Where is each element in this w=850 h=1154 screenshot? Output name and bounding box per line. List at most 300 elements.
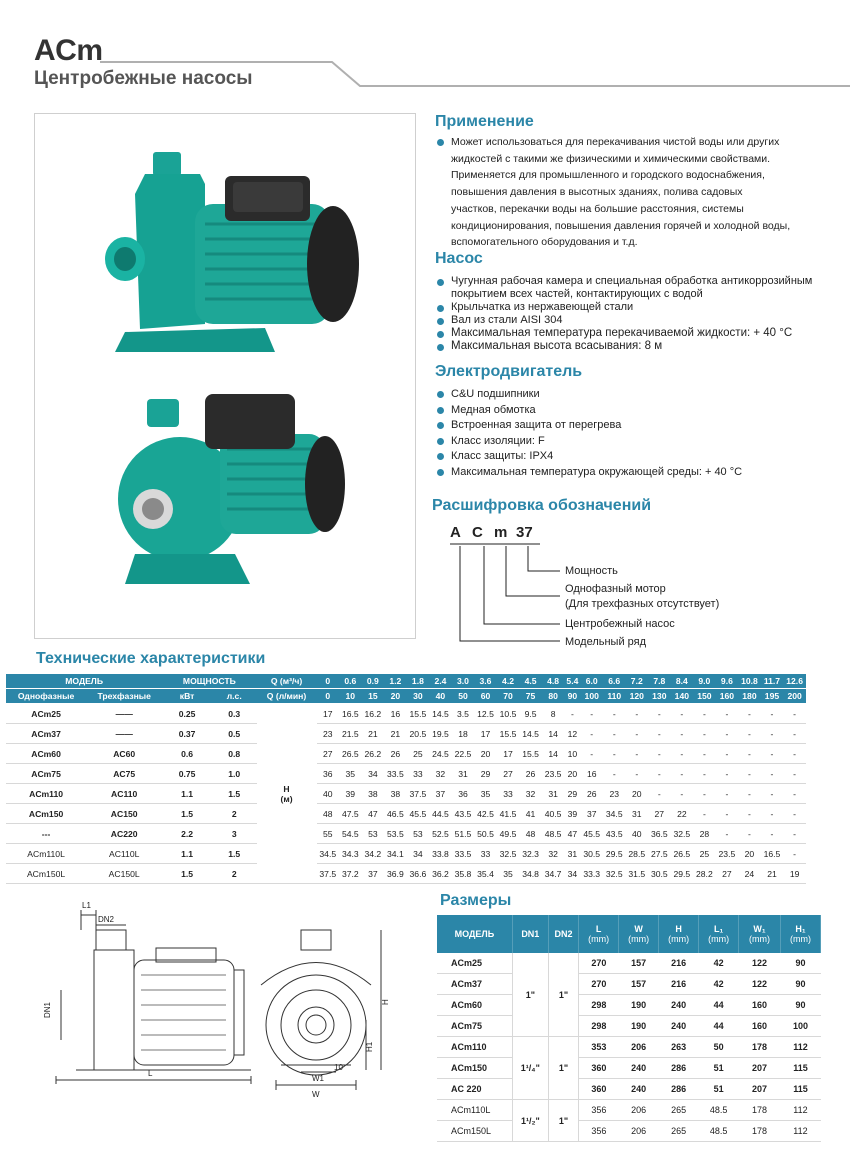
tech-cell-hp: 1.0: [212, 764, 257, 784]
tech-cell-head: 29: [474, 764, 497, 784]
tech-cell-head: 35: [497, 864, 520, 884]
list-item-text: Медная обмотка: [451, 403, 536, 416]
tech-cell-head: 15.5: [497, 724, 520, 744]
tech-cell-single: ACm110L: [6, 844, 86, 864]
tech-cell-head: 54.5: [339, 824, 362, 844]
tech-cell-head: 52.5: [429, 824, 452, 844]
table-row: [6, 804, 806, 824]
dims-cell-value: 190: [619, 1016, 659, 1037]
dims-cell-value: 51: [699, 1079, 739, 1100]
tech-cell-head: 31: [542, 784, 565, 804]
tech-cell-head: 53.5: [384, 824, 407, 844]
tech-cell-head: -: [693, 704, 716, 724]
tech-cell-head: 8: [542, 704, 565, 724]
tech-head-label: [257, 704, 317, 884]
tech-q-lmin: 130: [648, 689, 671, 704]
list-item: [435, 465, 840, 481]
decode-label-single-phase-note: (Для трехфазных отсутствует): [565, 598, 720, 610]
tech-cell-head: 27.5: [648, 844, 671, 864]
drawing-label-dn1: DN1: [43, 1001, 52, 1018]
tech-head-unit: (м): [280, 793, 293, 804]
tech-cell-head: 48.5: [542, 824, 565, 844]
tech-cell-head: 26.5: [671, 844, 694, 864]
drawing-label-l: L: [148, 1069, 153, 1078]
dims-cell-value: 112: [780, 1037, 820, 1058]
tech-cell-three: ——: [86, 724, 162, 744]
tech-cell-hp: 1.5: [212, 784, 257, 804]
tech-q-lmin: 0: [317, 689, 340, 704]
tech-cell-head: 21: [384, 724, 407, 744]
tech-cell-head: 34.3: [339, 844, 362, 864]
tech-cell-head: 35: [339, 764, 362, 784]
dims-cell-value: 298: [579, 995, 619, 1016]
dims-cell-value: 122: [739, 953, 781, 974]
tech-cell-head: 33.5: [384, 764, 407, 784]
tech-q-lmin: 195: [761, 689, 784, 704]
dims-cell-dn2: 1": [548, 1037, 578, 1100]
table-row: [437, 974, 821, 995]
tech-cell-head: 27: [648, 804, 671, 824]
list-item-text: Вал из стали AISI 304: [451, 314, 563, 326]
tech-cell-head: 26.2: [362, 744, 385, 764]
dims-col-title: L: [595, 924, 602, 934]
list-item: [435, 275, 840, 301]
tech-cell-kw: 1.1: [162, 844, 212, 864]
dims-cell-value: 51: [699, 1058, 739, 1079]
tech-col-single: Однофазные: [6, 689, 86, 704]
tech-cell-head: 21: [761, 864, 784, 884]
tech-q-m3h: 5.4: [564, 674, 580, 689]
tech-cell-head: 23.5: [716, 844, 739, 864]
tech-cell-head: 36.9: [384, 864, 407, 884]
tech-cell-head: 30.5: [580, 844, 603, 864]
table-row: [6, 844, 806, 864]
list-item-text: Чугунная рабочая камера и специальная обработка антикоррозийным: [451, 275, 813, 287]
decode-label-series: Модельный ряд: [565, 636, 647, 648]
tech-cell-head: 50.5: [474, 824, 497, 844]
tech-cell-head: 14: [542, 724, 565, 744]
tech-q-m3h: 6.0: [580, 674, 603, 689]
decode-label-single-phase: Однофазный мотор: [565, 583, 666, 595]
tech-q-m3h: 1.2: [384, 674, 407, 689]
dims-cell-value: 90: [780, 953, 820, 974]
tech-cell-head: 35.8: [452, 864, 475, 884]
tech-cell-head: 23.5: [542, 764, 565, 784]
tech-cell-head: -: [783, 784, 806, 804]
tech-cell-head: -: [716, 824, 739, 844]
dims-cell-value: 240: [619, 1079, 659, 1100]
tech-cell-head: -: [648, 764, 671, 784]
tech-header-row: [6, 674, 806, 689]
tech-q-lmin: 10: [339, 689, 362, 704]
tech-cell-head: 39: [564, 804, 580, 824]
tech-cell-head: 32.5: [603, 864, 626, 884]
dims-cell-model: ACm25: [437, 953, 512, 974]
tech-cell-head: -: [738, 784, 761, 804]
tech-q-m3h: 0.6: [339, 674, 362, 689]
tech-cell-head: 33.8: [429, 844, 452, 864]
tech-q-lmin: 20: [384, 689, 407, 704]
dims-col-unit: (mm): [628, 934, 650, 944]
tech-cell-kw: 2.2: [162, 824, 212, 844]
dims-cell-value: 157: [619, 974, 659, 995]
tech-col-model: МОДЕЛЬ: [6, 674, 162, 689]
tech-cell-single: ACm150L: [6, 864, 86, 884]
tech-q-lmin: 150: [693, 689, 716, 704]
tech-cell-head: -: [580, 744, 603, 764]
tech-cell-head: -: [716, 764, 739, 784]
table-row: [6, 864, 806, 884]
tech-cell-head: 55: [317, 824, 340, 844]
list-item: [435, 434, 840, 450]
list-item: [435, 418, 840, 434]
tech-cell-single: ---: [6, 824, 86, 844]
dims-cell-value: 190: [619, 995, 659, 1016]
tech-col-three: Трехфазные: [86, 689, 162, 704]
tech-cell-head: 38: [362, 784, 385, 804]
motor-heading: Электродвигатель: [435, 363, 583, 380]
tech-cell-head: 37.2: [339, 864, 362, 884]
tech-cell-head: 12.5: [474, 704, 497, 724]
dims-cell-value: 206: [619, 1121, 659, 1142]
dims-cell-value: 178: [739, 1100, 781, 1121]
tech-cell-head: -: [564, 704, 580, 724]
tech-cell-head: 35: [474, 784, 497, 804]
tech-cell-head: 46.5: [384, 804, 407, 824]
tech-q-lmin: 50: [452, 689, 475, 704]
tech-cell-hp: 3: [212, 824, 257, 844]
tech-cell-head: -: [693, 804, 716, 824]
tech-cell-head: 31: [626, 804, 649, 824]
dims-cell-value: 207: [739, 1079, 781, 1100]
tech-cell-head: 28.2: [693, 864, 716, 884]
tech-cell-head: 29.5: [671, 864, 694, 884]
pump-list: [435, 275, 840, 353]
tech-col-kw: кВт: [162, 689, 212, 704]
tech-col-hp: л.с.: [212, 689, 257, 704]
tech-q-m3h: 1.8: [407, 674, 430, 689]
tech-cell-head: 26: [580, 784, 603, 804]
tech-cell-head: 31: [452, 764, 475, 784]
tech-cell-head: 40.5: [542, 804, 565, 824]
tech-cell-kw: 0.75: [162, 764, 212, 784]
tech-cell-head: -: [603, 724, 626, 744]
dims-cell-model: ACm150: [437, 1058, 512, 1079]
application-line: вспомогательного оборудования и т.д.: [451, 236, 638, 249]
tech-cell-head: 33: [497, 784, 520, 804]
list-item-text: Крыльчатка из нержавеющей стали: [451, 301, 634, 313]
dims-cell-value: 216: [659, 974, 699, 995]
tech-cell-head: 34: [564, 864, 580, 884]
tech-q-m3h: 2.4: [429, 674, 452, 689]
tech-cell-head: 41.5: [497, 804, 520, 824]
tech-cell-head: 12: [564, 724, 580, 744]
tech-q-m3h: 8.4: [671, 674, 694, 689]
tech-cell-single: ACm150: [6, 804, 86, 824]
tech-cell-head: 20: [738, 844, 761, 864]
dims-cell-value: 353: [579, 1037, 619, 1058]
tech-cell-head: 27: [317, 744, 340, 764]
dims-cell-model: ACm75: [437, 1016, 512, 1037]
application-line: кондиционирования, повышения давления горячей и холодной воды,: [451, 219, 791, 232]
tech-cell-head: 51.5: [452, 824, 475, 844]
table-row: [6, 724, 806, 744]
tech-cell-head: -: [648, 724, 671, 744]
dims-cell-value: 240: [659, 1016, 699, 1037]
tech-heading: Технические характеристики: [36, 650, 266, 667]
tech-cell-head: -: [671, 784, 694, 804]
dims-cell-model: ACm60: [437, 995, 512, 1016]
table-row: [6, 824, 806, 844]
tech-cell-head: 34.5: [317, 844, 340, 864]
dims-cell-value: 240: [659, 995, 699, 1016]
tech-q-lmin: 30: [407, 689, 430, 704]
tech-cell-head: 32: [429, 764, 452, 784]
page-subtitle: Центробежные насосы: [34, 68, 253, 89]
dims-table: [437, 915, 821, 1142]
tech-cell-head: 28.5: [626, 844, 649, 864]
dims-col-header: [579, 915, 619, 953]
tech-cell-head: -: [783, 744, 806, 764]
tech-cell-head: 10: [564, 744, 580, 764]
dims-cell-model: ACm150L: [437, 1121, 512, 1142]
dims-cell-value: 360: [579, 1079, 619, 1100]
dims-cell-value: 44: [699, 1016, 739, 1037]
dims-col-title: H: [675, 924, 682, 934]
dims-col-header: [512, 915, 548, 953]
tech-cell-head: -: [761, 804, 784, 824]
dims-cell-value: 265: [659, 1121, 699, 1142]
dims-cell-value: 160: [739, 995, 781, 1016]
dims-cell-value: 48.5: [699, 1100, 739, 1121]
table-row: [437, 1079, 821, 1100]
tech-cell-head: 30.5: [648, 864, 671, 884]
table-row: [437, 1016, 821, 1037]
list-item: [435, 449, 840, 465]
tech-q-lmin: 100: [580, 689, 603, 704]
tech-cell-head: 19: [783, 864, 806, 884]
tech-cell-head: 43.5: [452, 804, 475, 824]
tech-cell-head: -: [738, 804, 761, 824]
tech-cell-head: 34.2: [362, 844, 385, 864]
tech-q-lmin: 200: [783, 689, 806, 704]
application-line: Может использоваться для перекачивания чистой воды или других: [451, 136, 780, 148]
dims-cell-value: 360: [579, 1058, 619, 1079]
tech-cell-head: 15.5: [519, 744, 542, 764]
tech-cell-head: -: [693, 724, 716, 744]
tech-cell-head: 27: [497, 764, 520, 784]
tech-cell-head: 53: [362, 824, 385, 844]
tech-cell-head: 45.5: [580, 824, 603, 844]
dims-cell-value: 50: [699, 1037, 739, 1058]
tech-q-lmin: 160: [716, 689, 739, 704]
dims-col-unit: (mm): [588, 934, 610, 944]
dims-col-unit: (mm): [668, 934, 690, 944]
tech-cell-head: -: [626, 704, 649, 724]
tech-cell-head: 34.8: [519, 864, 542, 884]
dims-col-title: W₁: [753, 924, 766, 934]
tech-cell-head: 15.5: [407, 704, 430, 724]
tech-cell-head: 22: [671, 804, 694, 824]
list-item: [435, 387, 840, 403]
tech-cell-head: 23: [317, 724, 340, 744]
tech-cell-head: -: [761, 724, 784, 744]
dims-cell-value: 240: [619, 1058, 659, 1079]
tech-cell-head: 32: [519, 784, 542, 804]
tech-cell-head: 10.5: [497, 704, 520, 724]
tech-cell-head: -: [671, 744, 694, 764]
tech-cell-three: AC75: [86, 764, 162, 784]
tech-cell-three: AC110: [86, 784, 162, 804]
application-heading: Применение: [435, 113, 534, 130]
list-item-text: Класс изоляции: F: [451, 434, 545, 447]
dims-cell-value: 157: [619, 953, 659, 974]
tech-cell-head: 47.5: [339, 804, 362, 824]
tech-cell-head: 42.5: [474, 804, 497, 824]
drawing-label-w1: W1: [312, 1074, 324, 1083]
tech-cell-head: -: [738, 764, 761, 784]
tech-q-m3h: 0: [317, 674, 340, 689]
dims-col-unit: (mm): [708, 934, 730, 944]
tech-cell-head: 25: [693, 844, 716, 864]
tech-col-q2: Q (л/мин): [257, 689, 317, 704]
decode-letter-c: C: [472, 524, 483, 541]
tech-cell-kw: 1.5: [162, 804, 212, 824]
tech-cell-head: 34.7: [542, 864, 565, 884]
tech-cell-head: -: [761, 764, 784, 784]
application-line: повышения давления в высотных зданиях, полива садовых: [451, 186, 743, 199]
tech-cell-head: -: [648, 704, 671, 724]
pump-illustration: [35, 114, 415, 638]
tech-cell-head: 29.5: [603, 844, 626, 864]
tech-q-lmin: 180: [738, 689, 761, 704]
tech-cell-head: 14.5: [429, 704, 452, 724]
list-item-text: C&U подшипники: [451, 388, 540, 400]
tech-cell-head: 3.5: [452, 704, 475, 724]
table-row: [437, 995, 821, 1016]
tech-cell-head: -: [716, 744, 739, 764]
tech-cell-three: AC220: [86, 824, 162, 844]
tech-cell-head: -: [738, 744, 761, 764]
tech-cell-kw: 1.5: [162, 864, 212, 884]
drawing-label-h1: H1: [365, 1041, 374, 1052]
dims-col-header: [739, 915, 781, 953]
tech-cell-head: -: [580, 704, 603, 724]
dims-cell-value: 286: [659, 1058, 699, 1079]
tech-cell-head: -: [783, 804, 806, 824]
tech-q-m3h: 6.6: [603, 674, 626, 689]
tech-cell-head: -: [693, 744, 716, 764]
tech-cell-single: ACm37: [6, 724, 86, 744]
tech-cell-head: -: [761, 704, 784, 724]
list-item-text: Класс защиты: IPX4: [451, 450, 554, 462]
pump-image-bottom: [118, 394, 345, 584]
tech-cell-head: -: [761, 744, 784, 764]
dims-cell-value: 42: [699, 953, 739, 974]
tech-q-m3h: 9.6: [716, 674, 739, 689]
application-line: жидкостей с такими же физическими и химическими свойствами.: [451, 152, 771, 165]
dims-cell-value: 122: [739, 974, 781, 995]
tech-q-m3h: 4.8: [542, 674, 565, 689]
dims-heading: Размеры: [440, 892, 512, 909]
dimension-drawing: [36, 900, 436, 1100]
tech-cell-head: -: [738, 704, 761, 724]
tech-cell-head: 14: [542, 744, 565, 764]
tech-cell-head: 32: [542, 844, 565, 864]
tech-cell-head: 20: [474, 744, 497, 764]
bullet-icon: [437, 139, 444, 146]
dims-cell-value: 206: [619, 1037, 659, 1058]
tech-cell-kw: 0.25: [162, 704, 212, 724]
tech-cell-head: -: [761, 784, 784, 804]
tech-cell-head: 36.2: [429, 864, 452, 884]
tech-cell-head: 37: [580, 804, 603, 824]
tech-cell-head: 26: [384, 744, 407, 764]
tech-table: [6, 674, 806, 884]
tech-cell-head: 45.5: [407, 804, 430, 824]
tech-cell-single: ACm60: [6, 744, 86, 764]
tech-cell-three: AC60: [86, 744, 162, 764]
tech-cell-head: 20: [564, 764, 580, 784]
tech-q-m3h: 7.2: [626, 674, 649, 689]
tech-q-m3h: 7.8: [648, 674, 671, 689]
tech-cell-head: 34.5: [603, 804, 626, 824]
tech-cell-head: 17: [497, 744, 520, 764]
dims-col-title: L₁: [713, 924, 724, 934]
dims-cell-value: 178: [739, 1037, 781, 1058]
list-item-text: Максимальная температура перекачиваемой жидкости: + 40 °C: [451, 327, 793, 339]
drawing-label-l1: L1: [82, 901, 91, 910]
tech-cell-head: 39: [339, 784, 362, 804]
dims-col-header: [659, 915, 699, 953]
tech-q-m3h: 11.7: [761, 674, 784, 689]
dims-cell-model: AC 220: [437, 1079, 512, 1100]
tech-cell-hp: 2: [212, 804, 257, 824]
dims-cell-dn2: 1": [548, 953, 578, 1037]
decode-heading: Расшифровка обозначений: [432, 497, 652, 514]
list-item-text: покрытием всех частей, контактирующих с водой: [451, 288, 703, 300]
tech-cell-head: -: [626, 764, 649, 784]
tech-cell-head: 48: [519, 824, 542, 844]
list-item-text: Максимальная температура окружающей среды: + 40 °C: [451, 465, 743, 478]
tech-cell-single: ACm75: [6, 764, 86, 784]
tech-cell-three: ——: [86, 704, 162, 724]
tech-cell-head: 37: [362, 864, 385, 884]
dims-cell-value: 42: [699, 974, 739, 995]
tech-cell-head: -: [671, 724, 694, 744]
tech-cell-head: 40: [626, 824, 649, 844]
tech-cell-head: -: [761, 824, 784, 844]
tech-cell-head: 53: [407, 824, 430, 844]
tech-cell-head: -: [783, 704, 806, 724]
tech-cell-head: 31.5: [626, 864, 649, 884]
tech-cell-head: 43.5: [603, 824, 626, 844]
tech-cell-head: 19.5: [429, 724, 452, 744]
tech-cell-head: 37: [429, 784, 452, 804]
tech-cell-head: 41: [519, 804, 542, 824]
dims-cell-value: 44: [699, 995, 739, 1016]
tech-cell-head: -: [693, 764, 716, 784]
page-title: ACm: [34, 34, 103, 67]
pump-image-top: [105, 152, 359, 352]
tech-cell-three: AC150: [86, 804, 162, 824]
dims-cell-dn1: 1¹/₂": [512, 1100, 548, 1142]
tech-cell-head: 14.5: [519, 724, 542, 744]
tech-cell-head: -: [783, 764, 806, 784]
tech-cell-head: 47: [564, 824, 580, 844]
pump-photo-frame: [34, 113, 416, 639]
tech-q-lmin: 15: [362, 689, 385, 704]
